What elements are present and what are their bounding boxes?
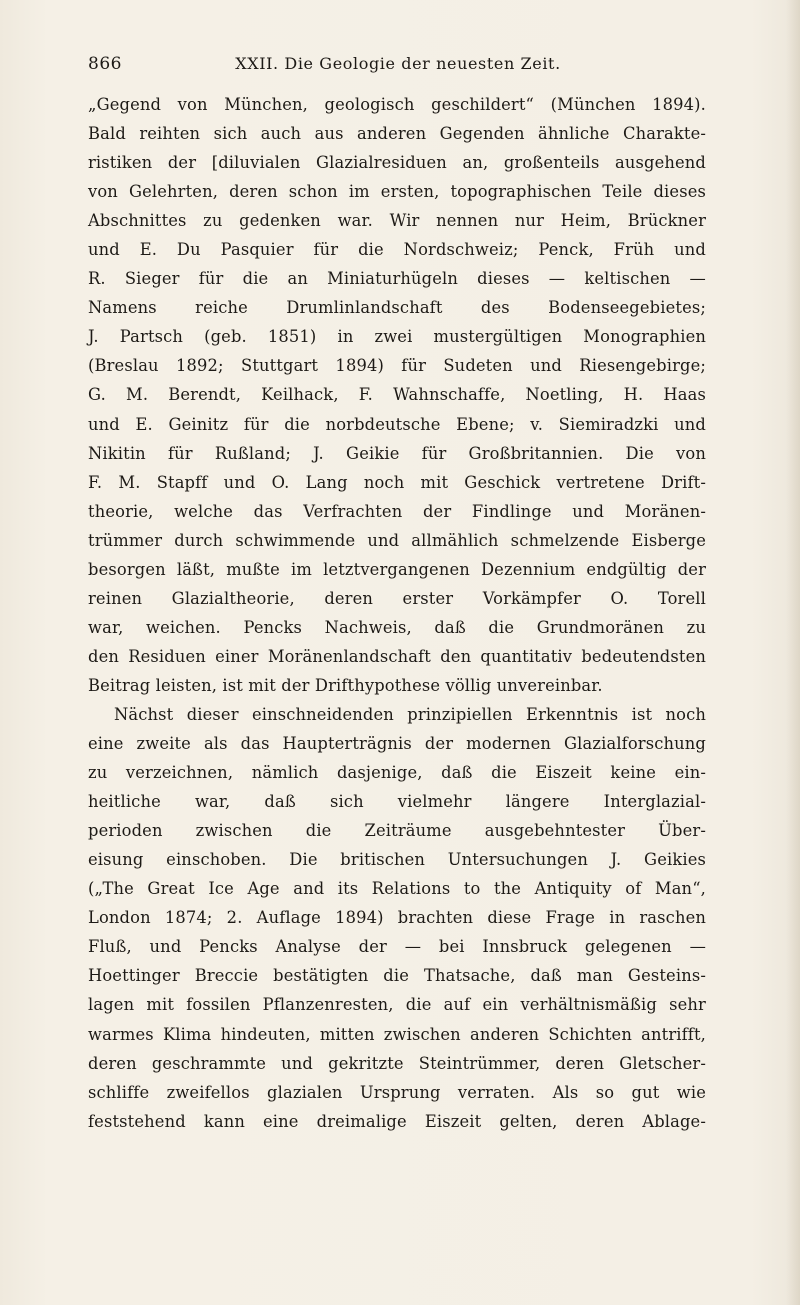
text-line: trümmer durch schwimmende und allmählich schmelzende Eisberge — [88, 530, 706, 550]
text-line: schliffe zweifellos glazialen Ursprung verraten. Als so gut wie — [88, 1082, 706, 1102]
text-line: lagen mit fossilen Pflanzenresten, die auf ein verhältnismäßig sehr — [88, 995, 706, 1015]
text-line: R. Sieger für die an Miniaturhügeln dieses — keltischen — — [88, 269, 706, 289]
text-line: war, weichen. Pencks Nachweis, daß die Grundmoränen zu — [88, 617, 706, 637]
text-line: reinen Glazialtheorie, deren erster Vorkämpfer O. Torell — [88, 588, 706, 608]
text-line: Beitrag leisten, ist mit der Drifthypothese völlig unvereinbar. — [88, 675, 603, 695]
text-line: G. M. Berendt, Keilhack, F. Wahnschaffe, Noetling, H. Haas — [88, 385, 706, 405]
text-line: und E. Du Pasquier für die Nordschweiz; Penck, Früh und — [88, 240, 706, 260]
text-line: ristiken der [diluvialen Glazialresiduen an, großenteils ausgehend — [88, 153, 706, 173]
text-line: Namens reiche Drumlinlandschaft des Bodenseegebietes; — [88, 298, 706, 318]
text-line: theorie, welche das Verfrachten der Findlinge und Moränen- — [88, 501, 706, 521]
text-line: Bald reihten sich auch aus anderen Gegenden ähnliche Charakte- — [88, 124, 706, 144]
page-number: 866 — [88, 54, 122, 74]
text-line: warmes Klima hindeuten, mitten zwischen anderen Schichten antrifft, — [88, 1024, 706, 1044]
running-head: XXII. Die Geologie der neuesten Zeit. — [235, 54, 561, 73]
text-line: heitliche war, daß sich vielmehr längere Interglazial- — [88, 792, 706, 812]
text-line: Hoettinger Breccie bestätigten die Thatsache, daß man Gesteins- — [88, 966, 706, 986]
text-line: F. M. Stapff und O. Lang noch mit Geschick vertretene Drift- — [88, 472, 706, 492]
text-line: Nikitin für Rußland; J. Geikie für Großbritannien. Die von — [88, 443, 706, 463]
text-line: „Gegend von München, geologisch geschildert“ (München 1894). — [88, 95, 706, 114]
text-line: Nächst dieser einschneidenden prinzipiellen Erkenntnis ist noch — [114, 704, 706, 724]
text-line: Fluß, und Pencks Analyse der — bei Innsbruck gelegenen — — [88, 937, 706, 957]
text-line: und E. Geinitz für die norbdeutsche Ebene; v. Siemiradzki und — [88, 414, 706, 434]
text-line: London 1874; 2. Auflage 1894) brachten diese Frage in raschen — [88, 908, 706, 928]
text-line: zu verzeichnen, nämlich dasjenige, daß die Eiszeit keine ein- — [88, 763, 706, 783]
text-line: von Gelehrten, deren schon im ersten, topographischen Teile dieses — [88, 182, 706, 202]
text-line: (Breslau 1892; Stuttgart 1894) für Sudeten und Riesengebirge; — [88, 356, 706, 376]
text-line: deren geschrammte und gekritzte Steintrümmer, deren Gletscher- — [88, 1053, 706, 1073]
text-line: eine zweite als das Haupterträgnis der modernen Glazialforschung — [88, 734, 706, 754]
text-line: („The Great Ice Age and its Relations to the Antiquity of Man“, — [88, 879, 706, 899]
body-text — [88, 90, 706, 1136]
text-line: perioden zwischen die Zeiträume ausgebehntester Über- — [88, 821, 706, 841]
text-line: J. Partsch (geb. 1851) in zwei mustergültigen Monographien — [88, 327, 706, 347]
text-line: den Residuen einer Moränenlandschaft den quantitativ bedeutendsten — [88, 646, 706, 666]
text-line: eisung einschoben. Die britischen Untersuchungen J. Geikies — [88, 850, 706, 870]
text-line: besorgen läßt, mußte im letztvergangenen Dezennium endgültig der — [88, 559, 706, 579]
text-line: feststehend kann eine dreimalige Eiszeit gelten, deren Ablage- — [88, 1111, 706, 1131]
page-header — [88, 54, 708, 82]
page-edge-shadow — [786, 0, 800, 1305]
text-line: Abschnittes zu gedenken war. Wir nennen nur Heim, Brückner — [88, 211, 706, 231]
